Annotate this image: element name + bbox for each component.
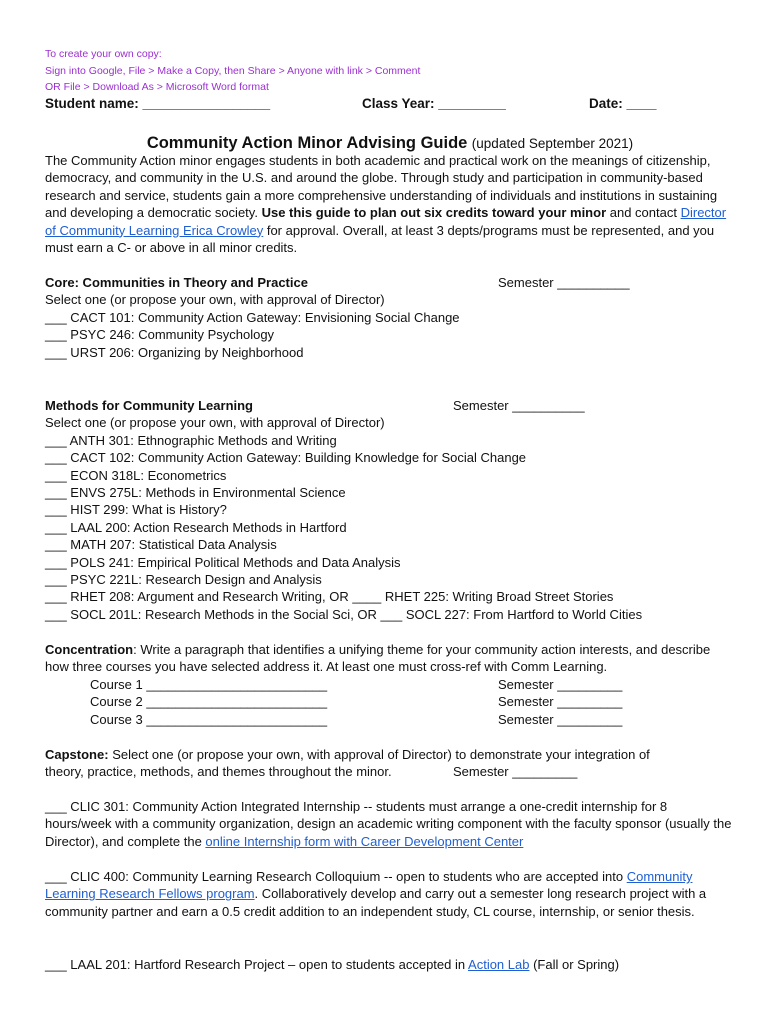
- concentration-course-field[interactable]: Course 1 _________________________: [90, 676, 328, 692]
- capstone-text-1: Select one (or propose your own, with approval of Director) to demonstrate your integration of: [112, 747, 650, 762]
- laal201-option[interactable]: [45, 956, 735, 973]
- core-course-option[interactable]: ___ PSYC 246: Community Psychology: [45, 327, 275, 343]
- concentration-paragraph: [45, 641, 735, 676]
- methods-course-option[interactable]: ___ SOCL 201L: Research Methods in the Social Sci, OR ___ SOCL 227: From Hartford to World Cities: [45, 606, 643, 622]
- methods-course-option[interactable]: ___ CACT 102: Community Action Gateway: Building Knowledge for Social Change: [45, 450, 527, 466]
- concentration-semester-field[interactable]: Semester _________: [498, 676, 623, 692]
- copy-instructions: [45, 46, 420, 96]
- capstone-semester-field[interactable]: Semester _________: [453, 764, 578, 780]
- research-fellows-link[interactable]: Community Learning Research Fellows program: [45, 869, 693, 902]
- concentration-section: [45, 641, 735, 728]
- internship-form-link[interactable]: online Internship form with Career Development Center: [205, 833, 524, 849]
- clic400-text-2: . Collaboratively develop and carry out a semester long research project with a community partner and earn a 0.5 credit addition to an independent study, CL course, internship, or senior thesis.: [45, 886, 707, 919]
- concentration-semester-field[interactable]: Semester _________: [498, 694, 623, 710]
- clic400-text-1: ___ CLIC 400: Community Learning Research Colloquium -- open to students who are accepted into: [45, 869, 624, 884]
- class-year-field[interactable]: Class Year: _________: [362, 96, 506, 111]
- methods-course-option[interactable]: ___ RHET 208: Argument and Research Writing, OR ____ RHET 225: Writing Broad Street Stories: [45, 589, 614, 605]
- laal201-text-2: (Fall or Spring): [533, 957, 620, 972]
- concentration-semester-field[interactable]: Semester _________: [498, 711, 623, 727]
- intro-paragraph: [45, 152, 735, 256]
- concentration-label: Concentration: [45, 642, 134, 657]
- methods-course-option[interactable]: ___ ECON 318L: Econometrics: [45, 467, 227, 483]
- methods-course-option[interactable]: ___ PSYC 221L: Research Design and Analysis: [45, 571, 322, 587]
- methods-course-option[interactable]: ___ LAAL 200: Action Research Methods in Hartford: [45, 519, 347, 535]
- core-heading: Core: Communities in Theory and Practice: [45, 275, 308, 290]
- core-semester-field[interactable]: Semester __________: [498, 275, 630, 290]
- concentration-course-field[interactable]: Course 3 _________________________: [90, 711, 328, 727]
- copy-note-line-3: OR File > Download As > Microsoft Word format: [45, 81, 269, 93]
- core-section: [45, 274, 735, 361]
- intro-bold: Use this guide to plan out six credits toward your minor: [261, 205, 607, 221]
- intro-text-2: and contact: [609, 205, 677, 221]
- core-course-option[interactable]: ___ CACT 101: Community Action Gateway: Envisioning Social Change: [45, 309, 460, 325]
- methods-semester-field[interactable]: Semester __________: [453, 398, 585, 413]
- clic301-text: ___ CLIC 301: Community Action Integrated Internship -- students must arrange a one-credit internship for 8 hours/week with a community organization, design an academic writing component with the faculty sponsor (usually the Director), and complete the: [45, 799, 732, 849]
- methods-course-option[interactable]: ___ MATH 207: Statistical Data Analysis: [45, 537, 277, 553]
- capstone-label: Capstone:: [45, 747, 109, 762]
- capstone-text-2: theory, practice, methods, and themes throughout the minor.: [45, 764, 392, 780]
- action-lab-link[interactable]: Action Lab: [468, 957, 530, 972]
- clic400-option[interactable]: [45, 868, 735, 920]
- student-name-field[interactable]: Student name: _________________: [45, 96, 271, 111]
- methods-course-option[interactable]: ___ POLS 241: Empirical Political Methods and Data Analysis: [45, 554, 401, 570]
- intro-text-3: for approval. Overall, at least 3 depts/programs must be represented, and you must earn a C- or above in all minor credits.: [45, 222, 715, 256]
- title-main: Community Action Minor Advising Guide: [146, 134, 468, 152]
- copy-note-line-1: To create your own copy:: [45, 48, 162, 60]
- methods-instruction: Select one (or propose your own, with approval of Director): [45, 415, 385, 431]
- laal201-text-1: ___ LAAL 201: Hartford Research Project – open to students accepted in: [45, 957, 466, 972]
- clic301-option[interactable]: [45, 798, 735, 850]
- methods-section: [45, 397, 735, 623]
- title-updated: (updated September 2021): [471, 136, 634, 151]
- concentration-course-field[interactable]: Course 2 _________________________: [90, 694, 328, 710]
- capstone-section: [45, 746, 735, 781]
- methods-course-option[interactable]: ___ HIST 299: What is History?: [45, 502, 227, 518]
- intro-text-1: The Community Action minor engages students in both academic and practical work on the meanings of citizenship, democracy, and community in the U.S. and around the globe. Through study and participation in community-based research and service, students gain a more comprehensive understanding of individuals and institutions in sustaining and developing a democratic society.: [45, 153, 718, 221]
- core-course-option[interactable]: ___ URST 206: Organizing by Neighborhood: [45, 344, 304, 360]
- director-link[interactable]: Director of Community Learning Erica Crowley: [45, 205, 727, 238]
- date-field[interactable]: Date: ____: [589, 96, 657, 111]
- methods-course-option[interactable]: ___ ENVS 275L: Methods in Environmental Science: [45, 484, 346, 500]
- methods-heading: Methods for Community Learning: [45, 398, 253, 413]
- methods-course-option[interactable]: ___ ANTH 301: Ethnographic Methods and Writing: [45, 432, 337, 448]
- concentration-text: : Write a paragraph that identifies a unifying theme for your community action interests, and describe how three courses you have selected address it. At least one must cross-ref with Comm Learning.: [45, 642, 711, 675]
- copy-note-line-2: Sign into Google, File > Make a Copy, then Share > Anyone with link > Comment: [45, 64, 421, 77]
- page-title: [45, 134, 735, 153]
- core-instruction: Select one (or propose your own, with approval of Director): [45, 292, 385, 308]
